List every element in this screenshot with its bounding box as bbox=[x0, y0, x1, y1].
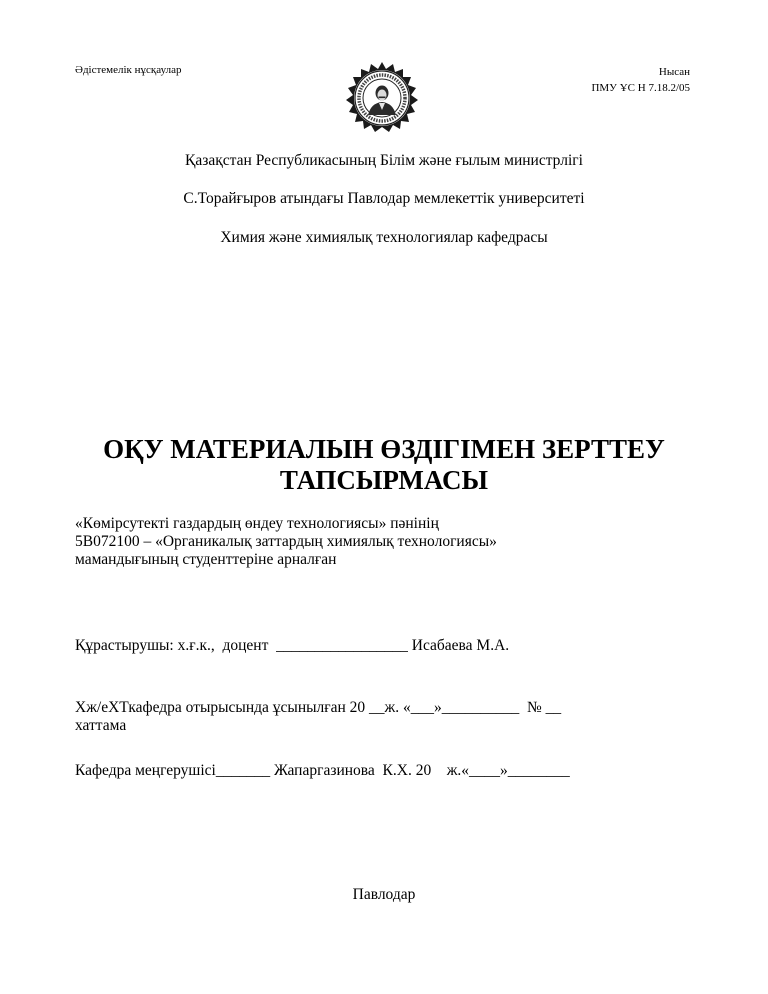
course-line-1: «Көмірсутекті газдардың өндеу технологиясы» пәнінің bbox=[75, 515, 439, 532]
ministry-name: Қазақстан Республикасының Білім және ғылым министрлігі bbox=[185, 152, 583, 169]
form-code: ПМУ ҰС Н 7.18.2/05 bbox=[591, 82, 690, 94]
recommendation-block bbox=[75, 699, 561, 735]
document-title bbox=[60, 434, 708, 496]
title-line-2: ТАПСЫРМАСЫ bbox=[279, 465, 489, 495]
recommendation-line-2: хаттама bbox=[75, 717, 127, 734]
recommendation-line-1: Хж/еХТкафедра отырысында ұсынылған 20 __ж. «___»__________ № __ bbox=[75, 699, 562, 716]
course-description bbox=[75, 515, 497, 569]
seal-graphic bbox=[344, 60, 420, 136]
header-form-info bbox=[591, 64, 690, 96]
university-seal-icon bbox=[344, 60, 420, 136]
head-of-department-line: Кафедра меңгерушісі_______ Жапаргазинова К.Х. 20 ж.«____»________ bbox=[75, 762, 570, 779]
course-line-2: 5В072100 – «Органикалық заттардың химиялық технологиясы» bbox=[75, 533, 497, 550]
form-label: Нысан bbox=[658, 66, 690, 78]
university-name: С.Торайғыров атындағы Павлодар мемлекеттік университеті bbox=[183, 190, 585, 207]
department-name: Химия және химиялық технологиялар кафедрасы bbox=[220, 229, 548, 246]
city-name: Павлодар bbox=[352, 886, 416, 903]
title-line-1: ОҚУ МАТЕРИАЛЫН ӨЗДІГІМЕН ЗЕРТТЕУ bbox=[103, 434, 665, 464]
compiler-line: Құрастырушы: х.ғ.к., доцент _________________ Исабаева М.А. bbox=[75, 637, 510, 654]
course-line-3: мамандығының студенттеріне арналған bbox=[75, 551, 337, 568]
header-doc-type: Әдістемелік нұсқаулар bbox=[75, 64, 182, 76]
